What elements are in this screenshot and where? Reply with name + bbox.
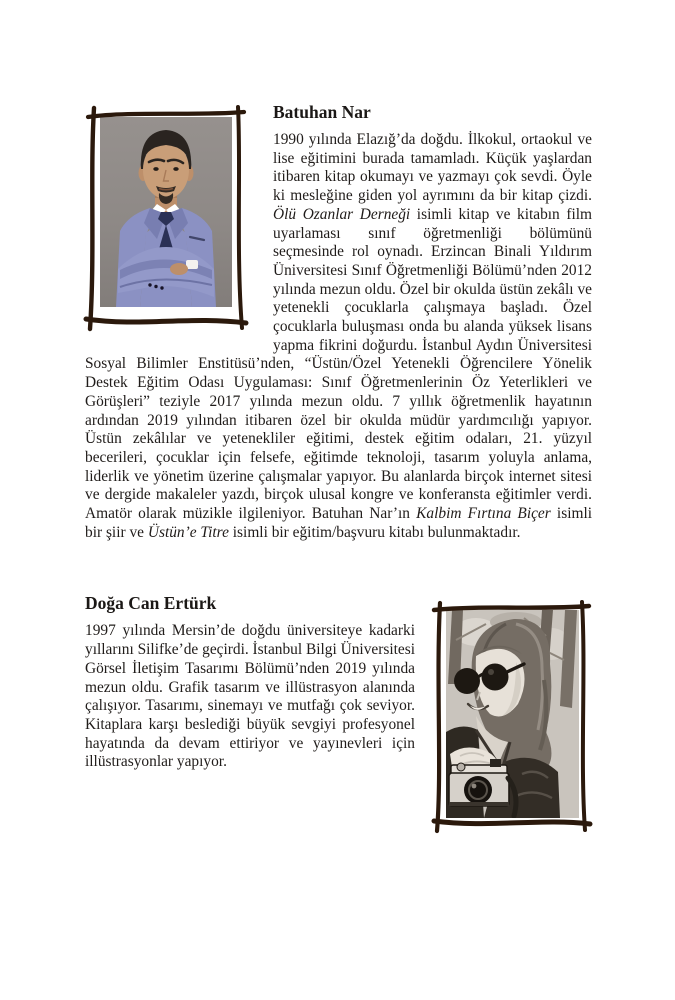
author-name-doga: Doğa Can Ertürk	[85, 593, 217, 614]
author-photo-figure-doga	[432, 600, 592, 834]
bio-section-doga-can-erturk	[85, 593, 592, 840]
hand-drawn-frame-icon	[432, 600, 592, 834]
book-title-kalbim-firtina-bicer: Kalbim Fırtına Biçer	[416, 505, 551, 523]
book-title-ustune-titre: Üstün’e Titre	[147, 523, 229, 541]
author-photo-figure-batuhan	[85, 104, 248, 332]
bio-section-batuhan-nar	[85, 102, 592, 542]
hand-drawn-frame-icon	[85, 104, 248, 332]
bio-text-segment: 1990 yılında Elazığ’da doğdu. İlkokul, ortaokul ve lise eğitimini burada tamamladı. Küçük yaşlardan itibaren kitap okumayı ve yazmayı çok sevdi. Öyle ki mesleğine giden yol ayrımını da bir kitap çizdi.	[273, 131, 592, 205]
bio-text-segment: isimli kitap ve kitabın film uyarlaması sınıf öğretmenliği bölümünü seçmesinde rol oynadı. Erzincan Binali Yıldırım Üniversitesi Sınıf Öğretmenliği Bölümü’nden 2012 yılında mezun oldu. Özel bir okulda üstün zekâlı ve yetenekli çocuklarla çalışmaya başladı. Özel çocuklarla buluşması onda bu alanda yüksek lisans yapma fikrini doğurdu. İstanbul Aydın Üniversitesi Sosyal Bilimler Enstitüsü’nden, “Üstün/Özel Yetenekli Öğrencilere Yönelik Destek Eğitim Odası Uygulaması: Sınıf Öğretmenlerinin Öz Yeterlikleri ve Görüşleri” teziyle 2017 yılında mezun oldu. 7 yıllık öğretmenlik hayatının ardından 2019 yılından itibaren özel bir okulda müdür yardımcılığı yapıyor. Üstün zekâlılar ve yetenekliler eğitimi, destek eğitim odaları, 21. yüzyıl becerileri, çocuklar için felsefe, eğitimde teknoloji, tasarım yoluyla anlama, liderlik ve yönetim üzerine çalışmalar yapıyor. Bu alanlarda birçok internet sitesi ve dergide makaleler yazdı, birçok ulusal kongre ve konferansta eğitimler verdi. Amatör olarak müzikle ilgileniyor. Batuhan Nar’ın	[85, 205, 593, 523]
bio-text-segment: 1997 yılında Mersin’de doğdu üniversiteye kadarki yıllarını Silifke’de geçirdi. İstanbul Bilgi Üniversitesi Görsel İletişim Tasarımı Bölümü’nden 2019 yılında mezun oldu. Grafik tasarım ve illüstrasyon alanında çalışıyor. Tasarımı, sinemayı ve mutfağı çok seviyor. Kitaplara karşı beslediği büyük sevgiyi profesyonel hayatında da devam ettiriyor ve yayınevleri için illüstrasyonlar yapıyor.	[85, 622, 415, 771]
bio-text-segment: isimli bir eğitim/başvuru kitabı bulunmaktadır.	[228, 523, 521, 541]
author-name-batuhan: Batuhan Nar	[273, 102, 371, 122]
book-title-olu-ozanlar-dernegi: Ölü Ozanlar Derneği	[273, 205, 411, 223]
bio-text-segment: isimli bir şiir ve	[85, 505, 592, 541]
